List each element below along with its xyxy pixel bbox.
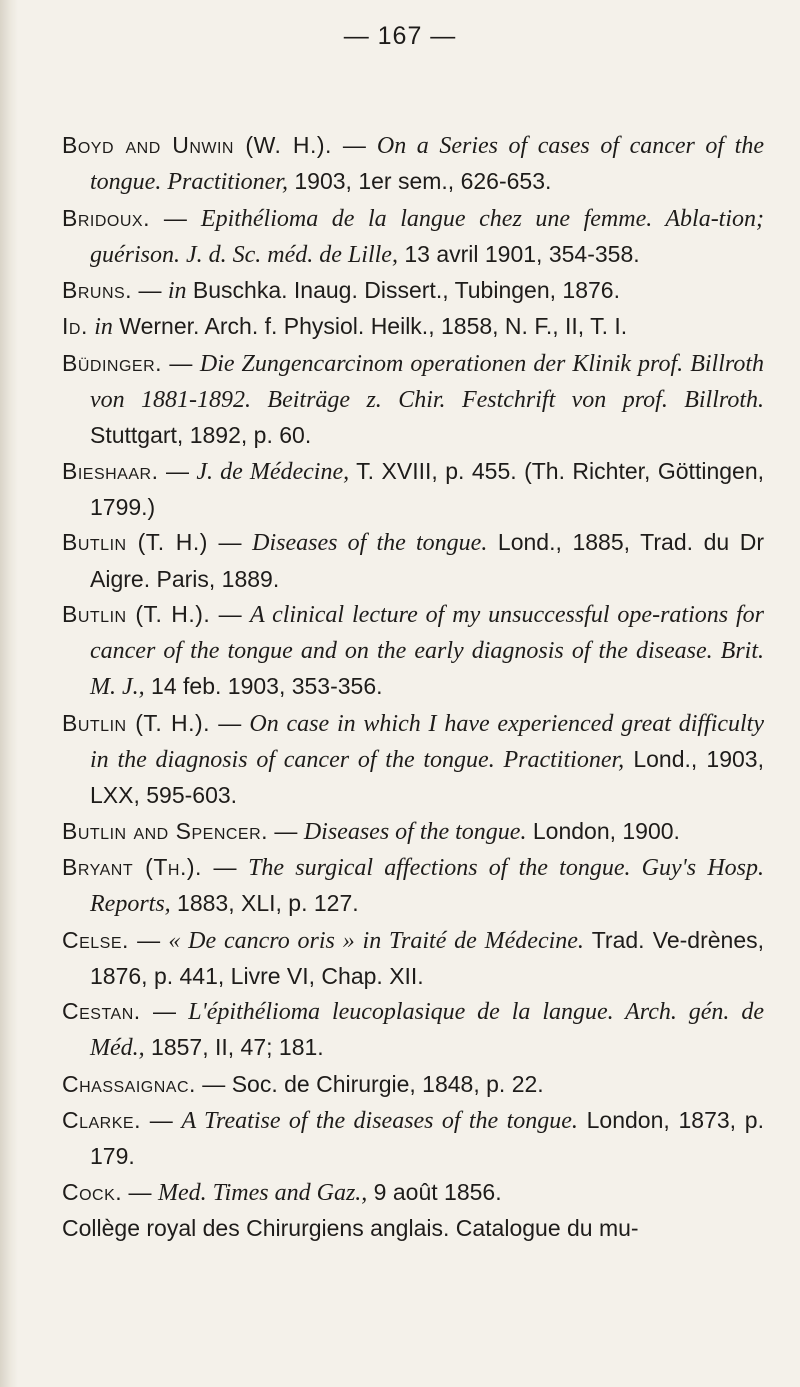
- entry-details: 14 feb. 1903, 353-356.: [144, 673, 383, 700]
- bibliography-entry: [62, 201, 764, 274]
- bibliography-entry: [62, 346, 764, 454]
- entry-author: Celse.: [62, 926, 129, 953]
- entry-author: Cock.: [62, 1178, 123, 1205]
- bibliography-entry: [62, 309, 764, 345]
- entry-author: Butlin (T. H.).: [62, 600, 211, 627]
- entry-separator: —: [210, 600, 250, 627]
- bibliography-entry: [62, 273, 764, 309]
- entry-title: A clinical lecture of my unsuccessful ope-rations for cancer of the tongue and on the early diagnosis of the disease. Brit. M. J.,: [90, 601, 765, 701]
- entry-separator: —: [162, 349, 200, 376]
- entry-details: London, 1900.: [526, 817, 680, 844]
- bibliography-list: [62, 128, 764, 1247]
- bibliography-entry: [62, 1067, 764, 1103]
- entry-title: The surgical affections of the tongue. Guy's Hosp. Reports,: [90, 854, 765, 918]
- bibliography-entry: [62, 1175, 764, 1211]
- entry-details: London, 1873, p. 179.: [90, 1107, 764, 1170]
- entry-author: Butlin (T. H.).: [62, 709, 211, 736]
- entry-title: in: [167, 278, 187, 305]
- entry-author: Butlin and Spencer.: [62, 817, 269, 844]
- entry-details: 9 août 1856.: [367, 1178, 502, 1205]
- entry-details: 1883, XLI, p. 127.: [170, 890, 359, 917]
- entry-details: 1857, II, 47; 181.: [144, 1034, 324, 1061]
- bibliography-entry: [62, 814, 764, 850]
- bibliography-entry: [62, 706, 764, 814]
- bibliography-entry: [62, 994, 764, 1067]
- entry-separator: —: [128, 926, 169, 953]
- entry-separator: —: [132, 277, 168, 304]
- entry-author: Bruns.: [62, 277, 133, 304]
- entry-title: Epithélioma de la langue chez une femme. Abla-tion; guérison. J. d. Sc. méd. de Lille,: [90, 205, 765, 268]
- entry-details: Trad. Ve-drènes, 1876, p. 441, Livre VI, Chap. XII.: [90, 926, 765, 989]
- bibliography-entry: [62, 525, 764, 597]
- entry-separator: —: [210, 709, 250, 736]
- entry-separator: —: [122, 1178, 158, 1205]
- entry-separator: —: [140, 998, 189, 1025]
- page-gutter-shadow: [0, 0, 18, 1387]
- entry-author: Bryant (Th.).: [62, 853, 202, 880]
- entry-title: Die Zungencarcinom operationen der Klinik prof. Billroth von 1881-1892. Beiträge z. Chir. Festchrift von prof. Billroth.: [90, 350, 764, 414]
- entry-details: Stuttgart, 1892, p. 60.: [90, 422, 312, 449]
- entry-author: Bieshaar.: [62, 457, 159, 484]
- entry-title: Med. Times and Gaz.,: [157, 1179, 368, 1206]
- entry-title: On case in which I have experienced great difficulty in the diagnosis of cancer of the tongue. Practitioner,: [90, 710, 765, 774]
- entry-details: 13 avril 1901, 354-358.: [397, 240, 640, 267]
- page-number: — 167 —: [343, 22, 457, 50]
- bibliography-entry: [62, 850, 764, 923]
- entry-title: A Treatise of the diseases of the tongue.: [181, 1108, 578, 1135]
- bibliography-entry: [62, 454, 764, 526]
- entry-title: in: [94, 314, 113, 341]
- entry-details: Werner. Arch. f. Physiol. Heilk., 1858, N. F., II, T. I.: [112, 313, 628, 340]
- entry-separator: —: [331, 132, 377, 158]
- entry-separator: —: [201, 853, 249, 880]
- entry-separator: —: [158, 457, 197, 484]
- entry-author: Butlin (T. H.): [62, 529, 208, 556]
- entry-separator: —: [149, 204, 201, 231]
- entry-title: Diseases of the tongue.: [252, 530, 488, 557]
- bibliography-entry: [62, 1103, 764, 1175]
- entry-author: Chassaignac.: [62, 1070, 196, 1097]
- entry-details: 1903, 1er sem., 626-653.: [287, 168, 552, 195]
- entry-title: « De cancro oris » in Traité de Médecine.: [168, 927, 584, 954]
- entry-author: Bridoux.: [62, 204, 150, 231]
- entry-details: Lond., 1885, Trad. du Dr Aigre. Paris, 1889.: [90, 529, 765, 592]
- entry-details: Lond., 1903, LXX, 595-603.: [90, 746, 764, 809]
- entry-separator: —: [140, 1107, 182, 1134]
- bibliography-entry: [62, 597, 764, 706]
- entry-details: Soc. de Chirurgie, 1848, p. 22.: [231, 1070, 544, 1097]
- entry-details: T. XVIII, p. 455. (Th. Richter, Göttingen, 1799.): [90, 457, 764, 520]
- bibliography-entry: [62, 923, 764, 995]
- entry-details: Collège royal des Chirurgiens anglais. Catalogue du mu-: [62, 1214, 639, 1241]
- entry-title: J. de Médecine,: [196, 458, 350, 485]
- entry-author: Id.: [62, 313, 88, 340]
- entry-details: Buschka. Inaug. Dissert., Tubingen, 1876.: [186, 277, 620, 304]
- entry-author: Clarke.: [62, 1107, 141, 1134]
- entry-separator: —: [268, 817, 304, 844]
- entry-separator: —: [207, 529, 253, 556]
- entry-title: On a Series of cases of cancer of the tongue. Practitioner,: [90, 133, 764, 196]
- entry-separator: —: [195, 1070, 232, 1097]
- entry-author: Boyd and Unwin (W. H.).: [62, 132, 332, 158]
- entry-author: Cestan.: [62, 998, 141, 1025]
- entry-title: L'épithélioma leucoplasique de la langue. Arch. gén. de Méd.,: [90, 999, 764, 1062]
- bibliography-entry: [62, 1211, 764, 1247]
- bibliography-entry: [62, 128, 764, 201]
- entry-author: Büdinger.: [62, 349, 163, 376]
- entry-title: Diseases of the tongue.: [303, 818, 527, 845]
